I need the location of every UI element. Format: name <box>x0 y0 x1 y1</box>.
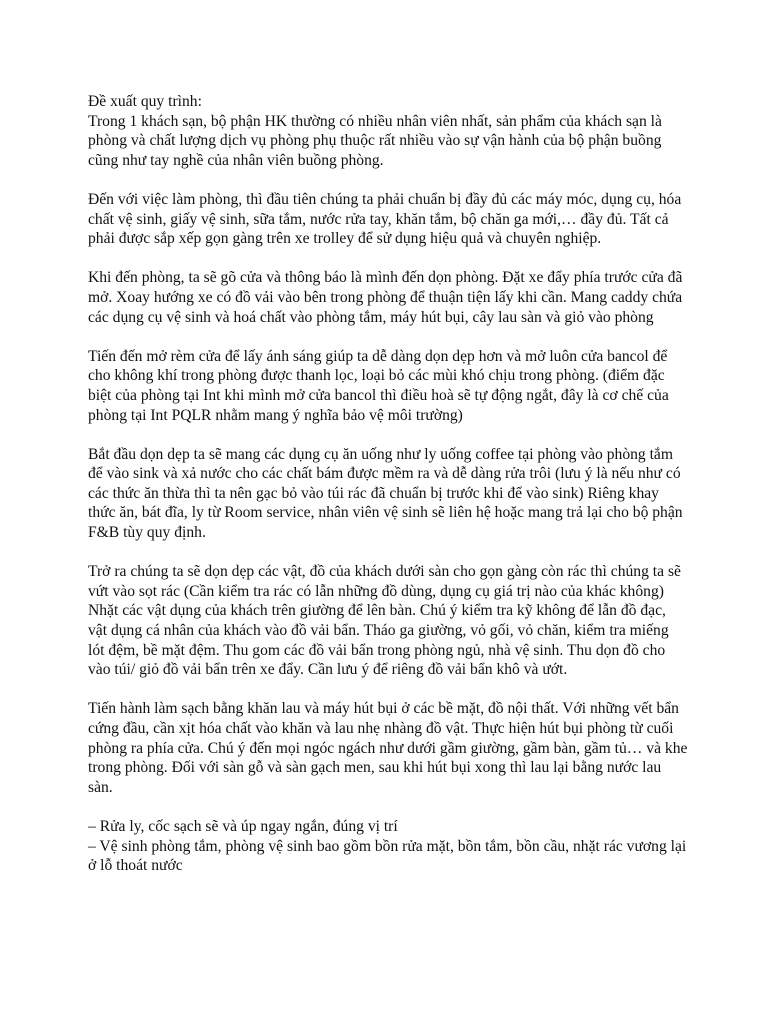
paragraph-cleaning: Tiến hành làm sạch bằng khăn lau và máy hút bụi ở các bề mặt, đồ nội thất. Với những vết bẩn cứng đầu, cần xịt hóa chất vào khăn và lau nhẹ nhàng đồ vật. Thực hiện hút bụi phòng từ cuối phòng ra phía cửa. Chú ý đến mọi ngóc ngách như dưới gầm giường, gầm bàn, gầm tủ… và khe trong phòng. Đối với sàn gỗ và sàn gạch men, sau khi hút bụi xong thì lau lại bằng nước lau sàn. <box>88 700 688 796</box>
paragraph-dishes: Bắt đầu dọn dẹp ta sẽ mang các dụng cụ ăn uống như ly uống coffee tại phòng vào phòng tắm để vào sink và xả nước cho các chất bám được mềm ra và dễ dàng rửa trôi (lưu ý là nếu như có các thức ăn thừa thì ta nên gạc bỏ vào túi rác đã chuẩn bị trước khi để vào sink) Riêng khay thức ăn, bát đĩa, ly từ Room service, nhân viên vệ sinh sẽ liên hệ hoặc mang trả lại cho bộ phận F&B tùy quy định. <box>88 445 683 542</box>
list-item: – Vệ sinh phòng tắm, phòng vệ sinh bao gồm bồn rửa mặt, bồn tắm, bồn cầu, nhặt rác vương lại ở lỗ thoát nước <box>88 837 687 875</box>
paragraph-curtains: Tiến đến mở rèm cửa để lấy ánh sáng giúp ta dễ dàng dọn dẹp hơn và mở luôn cửa bancol để cho không khí trong phòng được thanh lọc, loại bỏ các mùi khó chịu trong phòng. (điểm đặc biệt của phòng tại Int khi mình mở cửa bancol thì điều hoà sẽ tự động ngắt, đây là cơ chế của phòng tại Int PQLR nhằm mang ý nghĩa bảo vệ môi trường) <box>88 347 669 424</box>
paragraph-intro: Trong 1 khách sạn, bộ phận HK thường có nhiều nhân viên nhất, sản phẩm của khách sạn là phòng và chất lượng dịch vụ phòng phụ thuộc rất nhiều vào sự vận hành của bộ phận buồng cũng như tay nghề của nhân viên buồng phòng. <box>88 112 662 169</box>
list-item: – Rửa ly, cốc sạch sẽ và úp ngay ngắn, đúng vị trí <box>88 817 398 835</box>
paragraph-preparation: Đến với việc làm phòng, thì đầu tiên chúng ta phải chuẩn bị đầy đủ các máy móc, dụng cụ, hóa chất vệ sinh, giấy vệ sinh, sữa tắm, nước rửa tay, khăn tắm, bộ chăn ga mới,… đầy đủ. Tất cả phải được sắp xếp gọn gàng trên xe trolley để sử dụng hiệu quả và chuyên nghiệp. <box>88 190 682 248</box>
document-body <box>88 92 688 876</box>
document-heading: Đề xuất quy trình: <box>88 93 202 110</box>
paragraph-tidying: Trở ra chúng ta sẽ dọn dẹp các vật, đồ của khách dưới sàn cho gọn gàng còn rác thì chúng ta sẽ vứt vào sọt rác (Cần kiểm tra rác có lẫn những đồ dùng, dụng cụ giá trị nào của khác không) Nhặt các vật dụng của khách trên giường để lên bàn. Chú ý kiểm tra kỹ không để lẫn đồ đạc, vật dụng cá nhân của khách vào đồ vải bẩn. Tháo ga giường, vỏ gối, vỏ chăn, kiểm tra miếng lót đệm, bề mặt đệm. Thu gom các đồ vải bẩn trong phòng ngủ, nhà vệ sinh. Thu dọn đồ cho vào túi/ giỏ đồ vải bẩn trên xe đẩy. Cần lưu ý để riêng đồ vải bẩn khô và ướt. <box>88 563 681 679</box>
paragraph-arrival: Khi đến phòng, ta sẽ gõ cửa và thông báo là mình đến dọn phòng. Đặt xe đẩy phía trước cửa đã mở. Xoay hướng xe có đồ vải vào bên trong phòng để thuận tiện lấy khi cần. Mang caddy chứa các dụng cụ vệ sinh và hoá chất vào phòng tắm, máy hút bụi, cây lau sàn và giỏ vào phòng <box>88 269 683 326</box>
